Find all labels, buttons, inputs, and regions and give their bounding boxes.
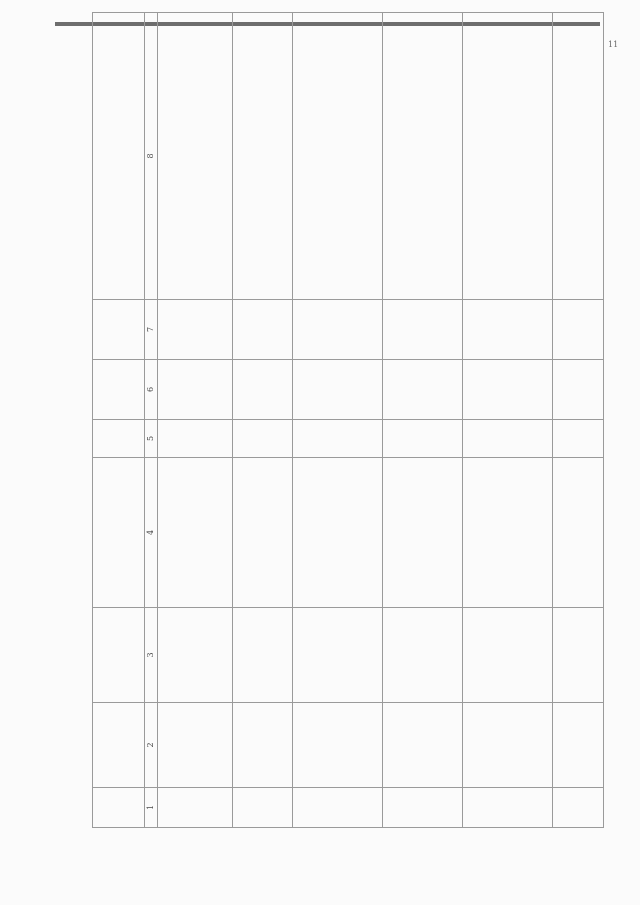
footer-note: [600, 150, 610, 910]
rotated-table-container: [92, 13, 602, 828]
col-number-1: 1: [145, 788, 158, 828]
header-consumer: [93, 458, 145, 608]
header-month: [93, 420, 145, 458]
col-number-5: 5: [145, 420, 158, 458]
header-num: [93, 788, 145, 828]
header-ps: [93, 703, 145, 788]
col-number-3: 3: [145, 608, 158, 703]
col-number-2: 2: [145, 703, 158, 788]
page-number: 11: [608, 40, 619, 49]
header-hours: [93, 300, 145, 360]
col-number-7: 7: [145, 300, 158, 360]
header-connection: [93, 608, 145, 703]
col-number-6: 6: [145, 360, 158, 420]
header-works: [93, 13, 145, 300]
schedule-table: [92, 12, 604, 828]
header-days: [93, 360, 145, 420]
col-number-4: 4: [145, 458, 158, 608]
col-number-8: 8: [145, 13, 158, 300]
